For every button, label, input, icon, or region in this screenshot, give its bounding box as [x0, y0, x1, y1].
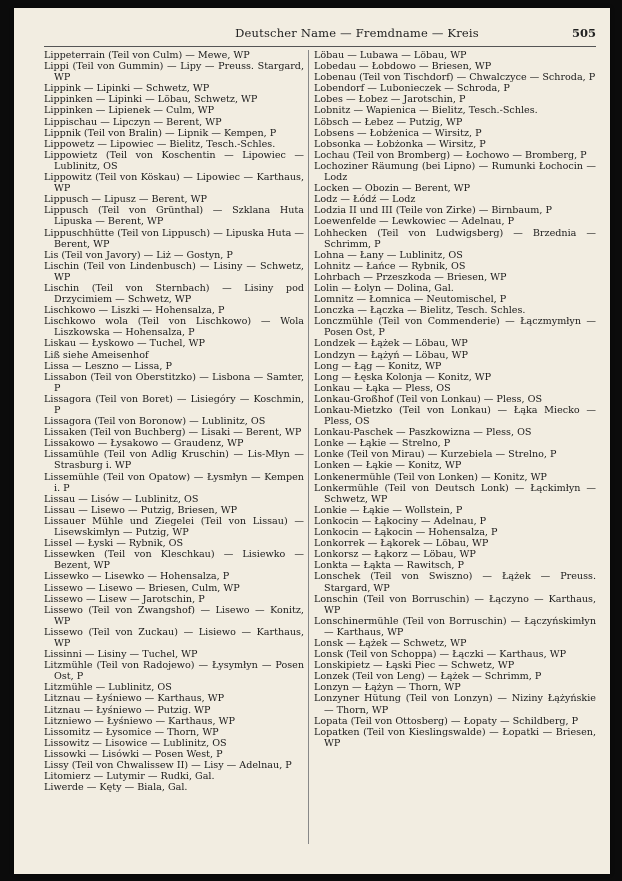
page-header [14, 26, 610, 42]
dictionary-entry: Lissaken (Teil von Buchberg) — Lisaki — Berent, WP [44, 427, 302, 439]
dictionary-entry: Lippinken — Lipienek — Culm, WP [44, 105, 215, 117]
dictionary-entry: Litomierz — Lutymir — Rudki, Gal. [44, 771, 215, 783]
dictionary-entry: Lonsk — Łążek — Schwetz, WP [314, 637, 467, 649]
dictionary-entry: Lippowitz (Teil von Köskau) — Lipowiec — Karthaus, WP [44, 172, 304, 195]
dictionary-entry: Litznau — Łyśniewo — Karthaus, WP [44, 693, 225, 705]
dictionary-entry: Lonkau — Łąka — Pless, OS [314, 382, 451, 394]
dictionary-entry: Lobes — Łobez — Jarotschin, P [314, 94, 466, 106]
dictionary-entry: Lissagora (Teil von Boret) — Lisiegóry — Koschmin, P [44, 393, 304, 416]
dictionary-entry: Londzyn — Łążyń — Löbau, WP [314, 349, 468, 361]
dictionary-entry: Lonkau-Paschek — Paszkowizna — Pless, OS [314, 427, 532, 439]
dictionary-entry: Lissau — Lisów — Lublinitz, OS [44, 493, 199, 505]
dictionary-entry: Lochau (Teil von Bromberg) — Łochowo — Bromberg, P [314, 149, 587, 161]
dictionary-entry: Lonkorsz — Łąkorz — Löbau, WP [314, 549, 476, 561]
dictionary-entry: Lissowitz — Lisowice — Lublinitz, OS [44, 737, 227, 749]
dictionary-entry: Lippuschhütte (Teil von Lippusch) — Lipuska Huta — Berent, WP [44, 227, 304, 250]
dictionary-entry: Lonzek (Teil von Leng) — Łążek — Schrimm, P [314, 671, 542, 683]
dictionary-entry: Lonkermühle (Teil von Deutsch Lonk) — Łąckimłyn — Schwetz, WP [314, 482, 596, 505]
dictionary-entry: Liskau — Łyskowo — Tuchel, WP [44, 338, 205, 350]
dictionary-entry: Lobsonka — Łobżonka — Wirsitz, P [314, 138, 486, 150]
dictionary-entry: Lonkocin — Łąkocin — Hohensalza, P [314, 527, 498, 539]
dictionary-entry: Lohhecken (Teil von Ludwigsberg) — Brzednia — Schrimm, P [314, 227, 596, 250]
dictionary-entry: Lonke — Łąkie — Strelno, P [314, 438, 451, 450]
header-rule [44, 46, 596, 47]
dictionary-entry: Lonczka — Łączka — Bielitz, Tesch. Schles. [314, 305, 526, 317]
dictionary-entry: Lissewo — Lisewo — Briesen, Culm, WP [44, 582, 240, 594]
dictionary-entry: Lissau — Lisewo — Putzig, Briesen, WP [44, 504, 238, 516]
dictionary-entry: Long — Łęska Kolonja — Konitz, WP [314, 371, 492, 383]
dictionary-entry: Litznau — Łyśniewo — Putzig. WP [44, 704, 211, 716]
dictionary-entry: Lochoziner Räumung (bei Lipno) — Rumunki Łochocin — Lodz [314, 160, 596, 184]
dictionary-entry: Lodz — Łódź — Lodz [314, 194, 416, 206]
dictionary-entry: Lissewo (Teil von Zwangshof) — Lisewo — Konitz, WP [44, 604, 304, 627]
dictionary-entry: Lonkocin — Łąkociny — Adelnau, P [314, 515, 487, 527]
dictionary-entry: Lonsk (Teil von Schoppa) — Łączki — Karthaus, WP [314, 649, 567, 661]
dictionary-entry: Locken — Obozin — Berent, WP [314, 183, 471, 195]
dictionary-entry: Lonkau-Mietzko (Teil von Lonkau) — Łąka Miecko — Pless, OS [314, 405, 596, 428]
dictionary-entry: Lischkowo — Liszki — Hohensalza, P [44, 305, 225, 317]
dictionary-entry: Lonzyner Hütung (Teil von Lonzyn) — Niziny Łążyńskie — Thorn, WP [314, 693, 596, 716]
dictionary-entry: Lissewo (Teil von Zuckau) — Lisiewo — Karthaus, WP [44, 626, 304, 649]
dictionary-entry: Lonczmühle (Teil von Commenderie) — Łączmymłyn — Posen Ost, P [314, 316, 596, 339]
dictionary-entry: Lomnitz — Łomnica — Neutomischel, P [314, 294, 507, 306]
document-page [14, 8, 610, 874]
dictionary-entry: Lobsens — Łobżenica — Wirsitz, P [314, 127, 482, 139]
dictionary-entry: Lippi (Teil von Gummin) — Lipy — Preuss. Stargard, WP [44, 61, 304, 84]
dictionary-entry: Lissa — Leszno — Lissa, P [44, 360, 172, 372]
dictionary-entry: Lonkau-Großhof (Teil von Lonkau) — Pless, OS [314, 393, 543, 405]
dictionary-entry: Lopatken (Teil von Kieslingswalde) — Łopatki — Briesen, WP [314, 726, 596, 749]
dictionary-entry: Lonschinermühle (Teil von Borruschin) — Łączyńskimłyn — Karthaus, WP [314, 615, 596, 638]
dictionary-entry: Long — Łąg — Konitz, WP [314, 360, 442, 372]
dictionary-entry: Lissewko — Lisewko — Hohensalza, P [44, 571, 230, 583]
dictionary-entry: Lissauer Mühle und Ziegelei (Teil von Lissau) — Lisewskimłyn — Putzig, WP [44, 515, 304, 539]
dictionary-entry: Liwerde — Kęty — Biala, Gal. [44, 782, 188, 794]
dictionary-entry: Lissabon (Teil von Oberstitzko) — Lisbona — Samter, P [44, 371, 304, 394]
dictionary-entry: Lippusch — Lipusz — Berent, WP [44, 194, 207, 206]
dictionary-entry: Löbau — Lubawa — Löbau, WP [314, 50, 467, 61]
page-number: 505 [571, 26, 596, 40]
dictionary-entry: Litzmühle (Teil von Radojewo) — Łysymłyn — Posen Ost, P [44, 660, 304, 683]
dictionary-entry: Lippink — Lipinki — Schwetz, WP [44, 83, 210, 95]
dictionary-entry: Lonkenermühle (Teil von Lonken) — Konitz, WP [314, 471, 547, 483]
dictionary-entry: Lis (Teil von Javory) — Liż — Gostyn, P [44, 249, 233, 261]
dictionary-entry: Lippowietz (Teil von Koschentin — Lipowiec — Lublinitz, OS [44, 149, 304, 172]
dictionary-entry: Lohna — Łany — Lublinitz, OS [314, 249, 463, 261]
dictionary-entry: Lissy (Teil von Chwalissew II) — Lisy — Adelnau, P [44, 760, 292, 771]
dictionary-entry: Lonken — Łąkie — Konitz, WP [314, 460, 462, 472]
dictionary-entry: Lonke (Teil von Mirau) — Kurzebiela — Strelno, P [314, 449, 557, 461]
dictionary-entry: Litzniewo — Łyśniewo — Karthaus, WP [44, 715, 235, 727]
dictionary-entry: Lischkowo wola (Teil von Lischkowo) — Wola Liszkowska — Hohensalza, P [44, 316, 304, 339]
dictionary-entry: Lopata (Teil von Ottosberg) — Łopaty — Schildberg, P [314, 715, 579, 727]
dictionary-entry: Lippusch (Teil von Grünthal) — Szklana Huta Lipuska — Berent, WP [44, 205, 304, 228]
dictionary-entry: Lischin (Teil von Lindenbusch) — Lisiny — Schwetz, WP [44, 260, 304, 283]
dictionary-entry: Lippinken — Lipinki — Löbau, Schwetz, WP [44, 94, 258, 106]
column-divider [308, 50, 309, 844]
dictionary-entry: Lissowki — Lisówki — Posen West, P [44, 748, 223, 760]
dictionary-entry: Lonzyn — Łążyn — Thorn, WP [314, 682, 461, 694]
dictionary-entry: Lonskipietz — Łąski Piec — Schwetz, WP [314, 660, 515, 672]
dictionary-entry: Lobenau (Teil von Tischdorf) — Chwalczyce — Schroda, P [314, 72, 596, 84]
dictionary-entry: Lissinni — Lisiny — Tuchel, WP [44, 649, 198, 661]
dictionary-entry: Lissemühle (Teil von Opatow) — Łysmłyn — Kempen i. P [44, 471, 304, 494]
dictionary-entry: Lissakowo — Łysakowo — Graudenz, WP [44, 438, 244, 450]
dictionary-entry: Lobnitz — Wapienica — Bielitz, Tesch.-Schles. [314, 105, 538, 117]
dictionary-entry: Lonkta — Łąkta — Rawitsch, P [314, 560, 464, 572]
dictionary-entry: Lobedau — Łobdowo — Briesen, WP [314, 61, 492, 73]
dictionary-entry: Lonschin (Teil von Borruschin) — Łączyno — Karthaus, WP [314, 593, 596, 616]
dictionary-entry: Lissamühle (Teil von Adlig Kruschin) — Lis-Młyn — Strasburg i. WP [44, 449, 304, 472]
dictionary-entry: Lissewken (Teil von Kleschkau) — Lisiewko — Bezent, WP [44, 549, 304, 572]
dictionary-entry: Lonkie — Łąkie — Wollstein, P [314, 504, 463, 516]
dictionary-entry: Londzek — Łążek — Löbau, WP [314, 338, 468, 350]
dictionary-entry: Lippeterrain (Teil von Culm) — Mewe, WP [44, 50, 250, 61]
dictionary-entry: Lodzia II und III (Teile von Zirke) — Birnbaum, P [314, 205, 552, 217]
dictionary-entry: Lippischau — Lipczyn — Berent, WP [44, 116, 222, 128]
dictionary-entry: Löbsch — Łebez — Putzig, WP [314, 116, 463, 128]
dictionary-entry: Lolin — Łolyn — Dolina, Gal. [314, 282, 454, 294]
dictionary-entry: Lonkorrek — Łąkorek — Löbau, WP [314, 538, 489, 550]
dictionary-entry: Lippnik (Teil von Bralin) — Lipnik — Kempen, P [44, 127, 277, 139]
dictionary-entry: Liß siehe Ameisenhof [44, 349, 149, 361]
dictionary-entry: Lobendorf — Lubonieczek — Schroda, P [314, 83, 510, 95]
header-title: Deutscher Name — Fremdname — Kreis [235, 26, 479, 40]
dictionary-entry: Lissomitz — Łysomice — Thorn, WP [44, 726, 219, 738]
right-column [314, 50, 596, 848]
dictionary-entry: Loewenfelde — Lewkowiec — Adelnau, P [314, 216, 515, 228]
dictionary-entry: Lohrbach — Przeszkoda — Briesen, WP [314, 271, 507, 283]
left-column [44, 50, 304, 848]
dictionary-entry: Lischin (Teil von Sternbach) — Lisiny pod Drzycimiem — Schwetz, WP [44, 282, 304, 306]
dictionary-entry: Lissewo — Lisew — Jarotschin, P [44, 593, 205, 605]
dictionary-entry: Lonschek (Teil von Swiszno) — Łążek — Preuss. Stargard, WP [314, 571, 596, 594]
dictionary-entry: Lippowetz — Lipowiec — Bielitz, Tesch.-Schles. [44, 138, 276, 150]
dictionary-entry: Lohnitz — Łańce — Rybnik, OS [314, 260, 466, 272]
dictionary-entry: Lissel — Łyski — Rybnik, OS [44, 538, 184, 550]
dictionary-entry: Lissagora (Teil von Boronow) — Lublinitz, OS [44, 416, 266, 428]
dictionary-entry: Litzmühle — Lublinitz, OS [44, 682, 172, 694]
